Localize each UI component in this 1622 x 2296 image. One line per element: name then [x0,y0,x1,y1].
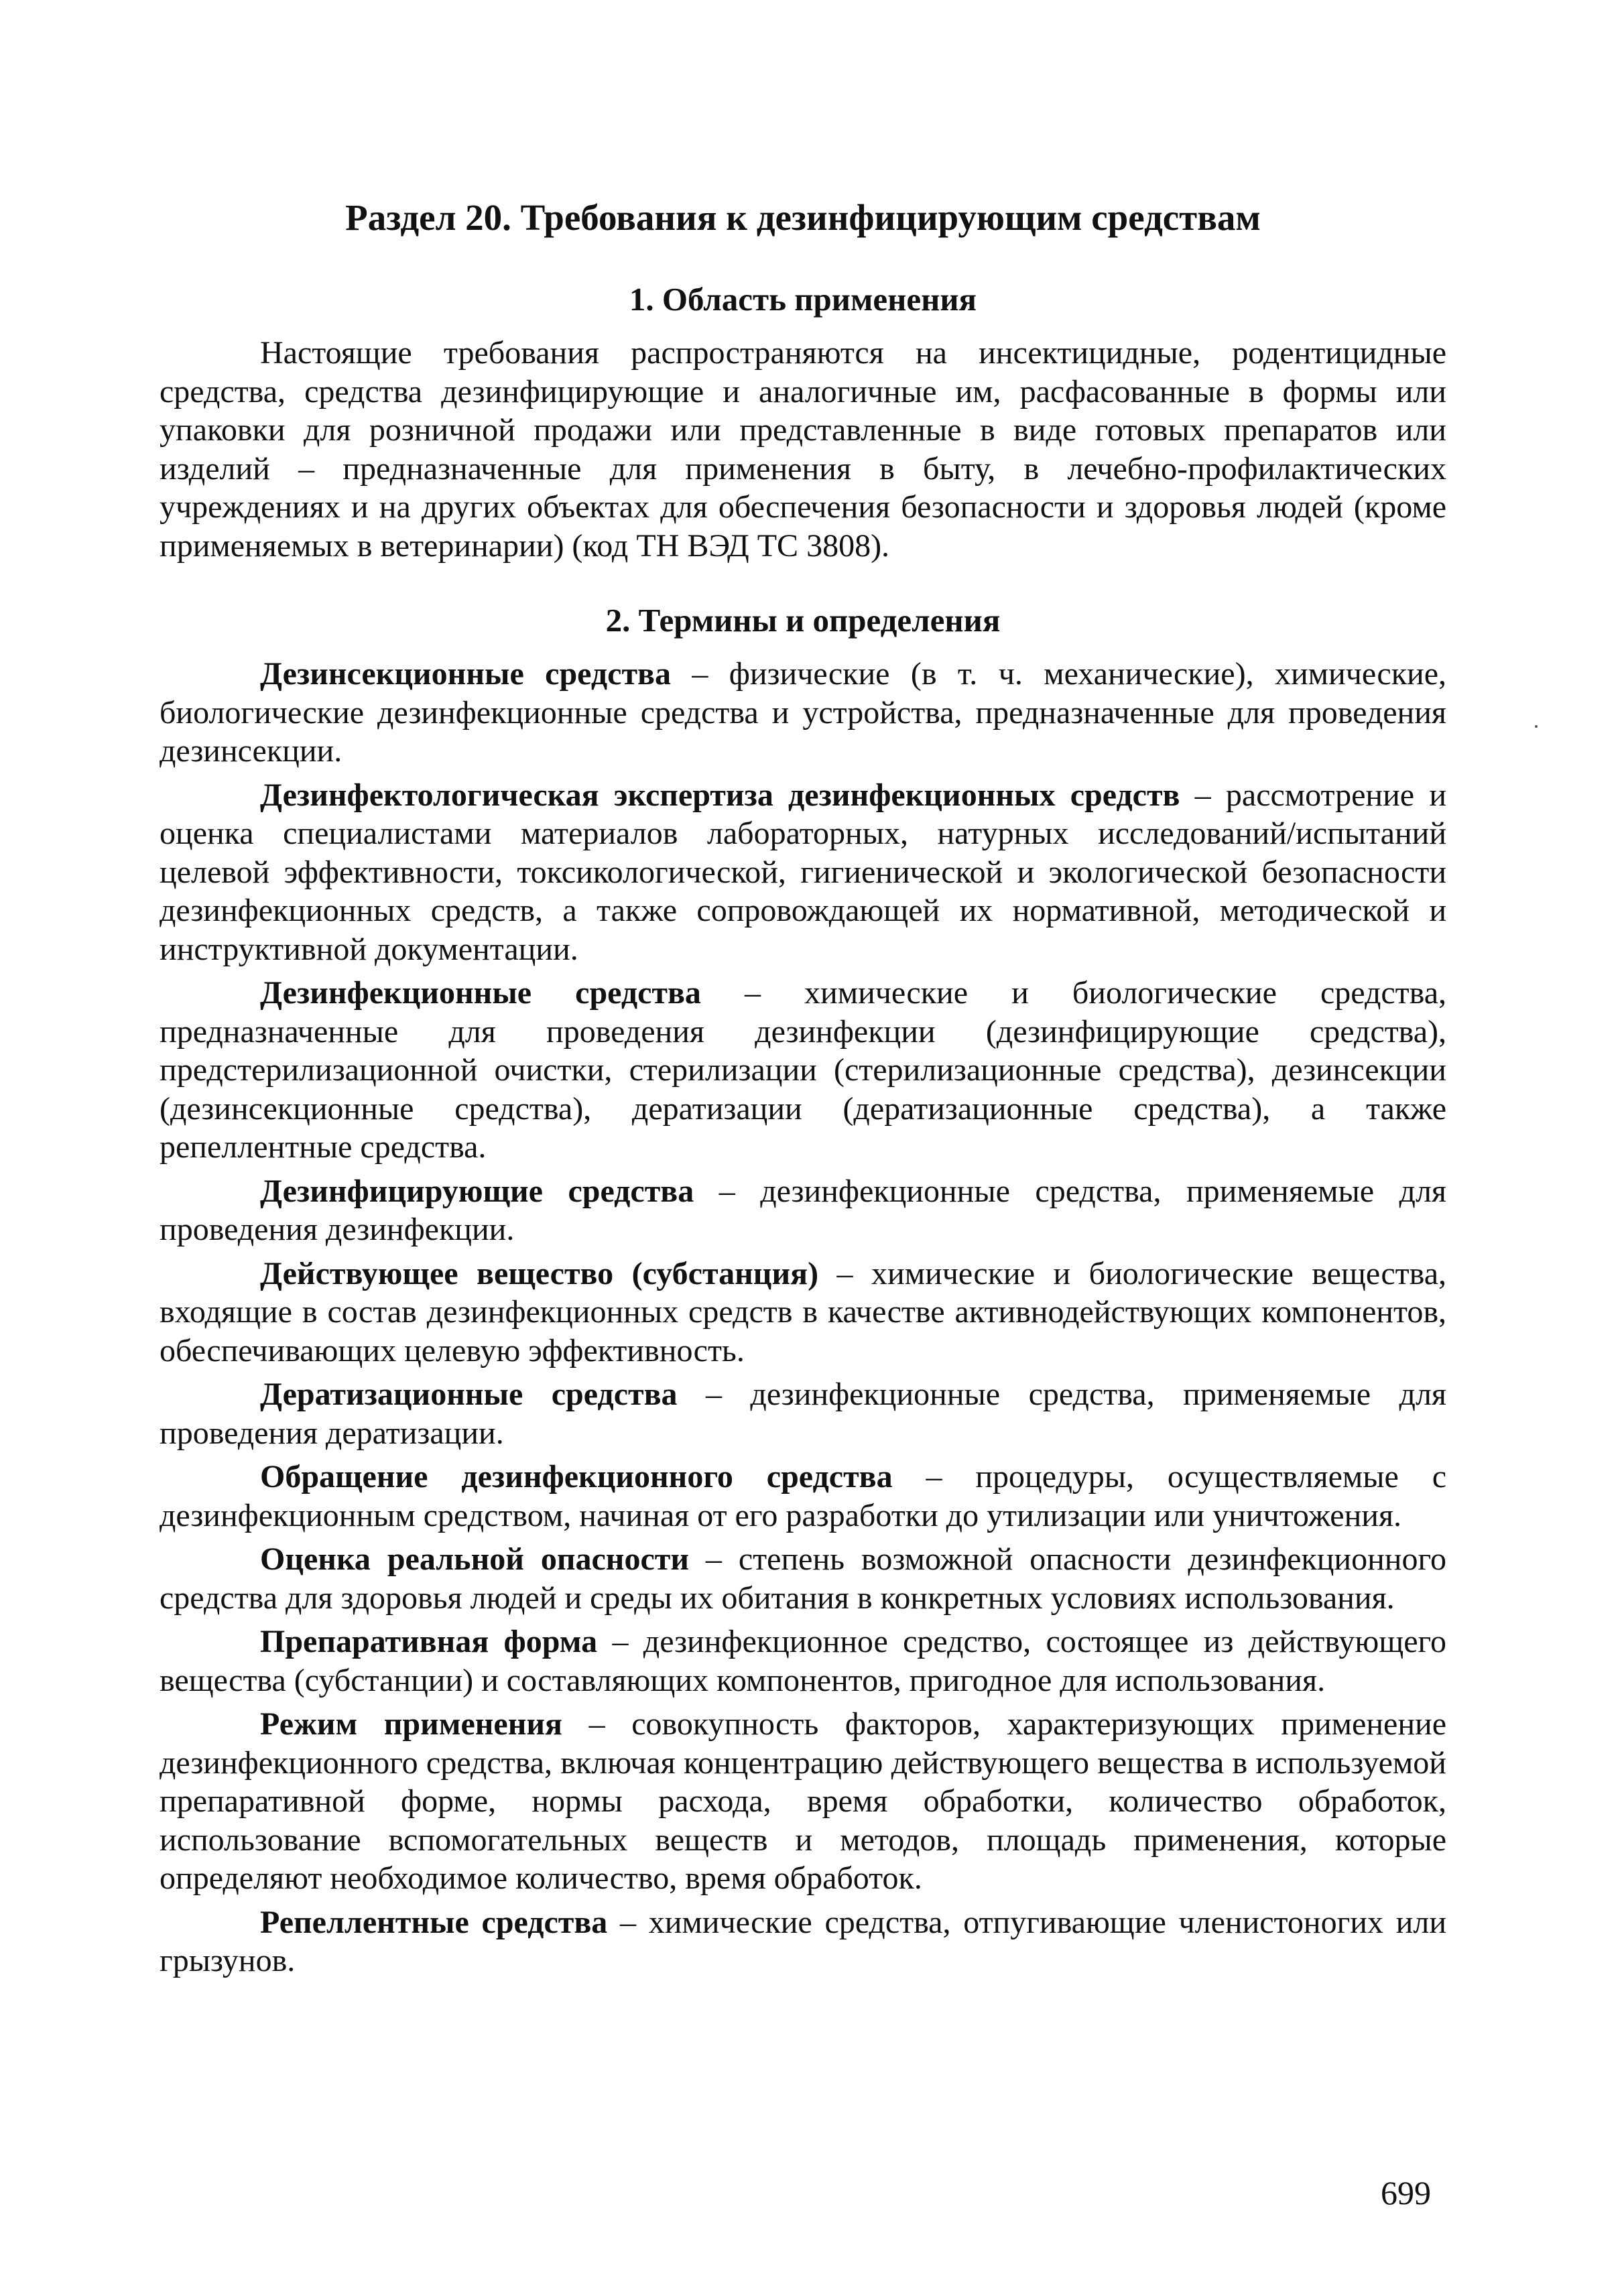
page-number: 699 [1381,2174,1431,2212]
definition-term: Дезинфектологическая экспертиза дезинфекционных средств [260,777,1180,813]
definition-text: – степень возможной опасности дезинфекционного средства для здоровья людей и среды их обитания в конкретных условиях использования. [160,1541,1446,1616]
definition-term: Дезинфекционные средства [260,975,701,1011]
definition-term: Дератизационные средства [260,1377,678,1412]
definition-text: – дезинфекционное средство, состоящее из действующего вещества (субстанции) и составляющих компонентов, пригодное для использования. [160,1624,1446,1698]
subsection-title-scope: 1. Область применения [629,281,977,318]
definition-text: – химические средства, отпугивающие членистоногих или грызунов. [160,1904,1447,1978]
definition-item [160,1255,1446,1370]
definition-term: Репеллентные средства [260,1904,608,1940]
definition-text: – дезинфекционные средства, применяемые для проведения дератизации. [160,1377,1446,1451]
scope-paragraph: Настоящие требования распространяются на инсектицидные, родентицидные средства, средства дезинфицирующие и аналогичные им, расфасованные в формы или упаковки для розничной продажи или представленные в виде готовых препаратов или изделий – предназначенные для применения в быту, в лечебно-профилактических учреждениях и на других объектах для обеспечения безопасности и здоровья людей (кроме применяемых в ветеринарии) (код ТН ВЭД ТС 3808). [160,335,1446,564]
definition-item [160,1375,1446,1452]
definition-text: – химические и биологические средства, предназначенные для проведения дезинфекции (дезинфицирующие средства), предстерилизационной очистки, стерилизации (стерилизационные средства), дезинсекции (дезинсекционные средства), дератизации (дератизационные средства), а также репеллентные средства. [160,975,1446,1165]
definition-item [160,1903,1446,1980]
definition-item [160,1172,1446,1249]
definition-item [160,974,1446,1167]
definition-item [160,1458,1446,1535]
definition-text: – дезинфекционные средства, применяемые для проведения дезинфекции. [160,1173,1446,1247]
definition-text: – химические и биологические вещества, входящие в состав дезинфекционных средств в качестве активнодействующих компонентов, обеспечивающих целевую эффективность. [160,1255,1446,1368]
definition-term: Обращение дезинфекционного средства [260,1459,893,1494]
scan-speck [1535,725,1538,728]
definition-term: Препаративная форма [260,1624,598,1659]
definition-term: Оценка реальной опасности [260,1541,689,1577]
definition-term: Действующее вещество (субстанция) [260,1255,819,1291]
definition-item [160,776,1446,969]
definition-item [160,1540,1446,1617]
definition-text: – рассмотрение и оценка специалистами материалов лабораторных, натурных исследований/испытаний целевой эффективности, токсикологической, гигиенической и экологической безопасности дезинфекционных средств, а также сопровождающей их нормативной, методической и инструктивной документации. [160,777,1447,967]
page-content [160,194,1446,1986]
definition-item [160,1622,1446,1700]
subsection-title-terms: 2. Термины и определения [605,602,1001,639]
definition-item [160,1705,1446,1898]
definition-text: – совокупность факторов, характеризующих применение дезинфекционного средства, включая концентрацию действующего вещества в используемой препаративной форме, нормы расхода, время обработки, количество обработок, использование вспомогательных веществ и методов, площадь применения, которые определяют необходимое количество, время обработок. [160,1706,1446,1896]
definition-term: Режим применения [260,1706,563,1742]
definition-text: – процедуры, осуществляемые с дезинфекционным средством, начиная от его разработки до утилизации или уничтожения. [160,1459,1446,1533]
definition-item [160,655,1446,771]
definition-term: Дезинфицирующие средства [260,1173,694,1209]
definition-text: – физические (в т. ч. механические), химические, биологические дезинфекционные средства и устройства, предназначенные для проведения дезинсекции. [160,656,1447,769]
definition-term: Дезинсекционные средства [260,656,671,692]
section-title: Раздел 20. Требования к дезинфицирующим средствам [345,197,1261,238]
